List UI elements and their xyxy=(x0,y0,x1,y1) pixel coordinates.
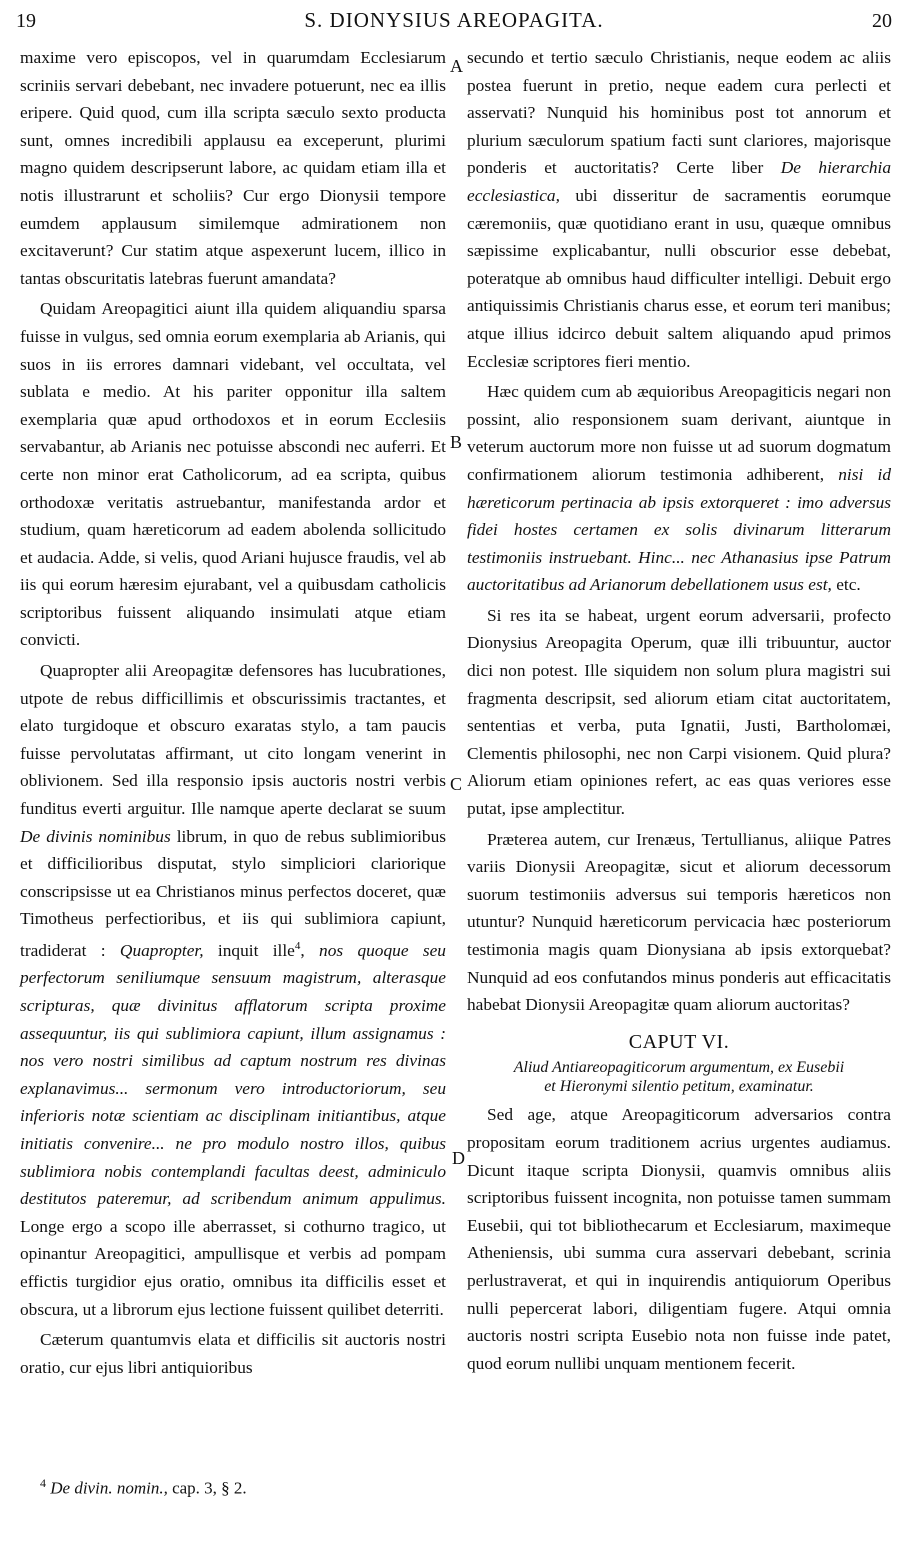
left-p3-text-a: Quapropter alii Areopagitæ defensores has lucubrationes, utpote de rebus difficillimis et obscurissimis tractantes, et elato turgidoque et obscuro exaratas stylo, a tam paucis fuisse pervolutatas affirmant, ut cito longam venerint in oblivionem. Sed illa responsio ipsis auctoris nostri verbis funditus everti arguitur. Ille namque aperte declarat se suum xyxy=(20,661,446,819)
right-p2-text-a: Hæc quidem cum ab æquioribus Areopagiticis negari non possint, alio responsionem suam derivant, aiuntque in veterum auctorum more non fuisse ut ad suorum dogmatum confirmationem aliorum testimonia adhiberent, xyxy=(467,382,891,484)
right-column xyxy=(467,44,891,1377)
footnote-work: De divin. nomin., xyxy=(50,1478,168,1498)
right-paragraph-5: Sed age, atque Areopagiticorum adversarios contra propositam eorum traditionem acrius urgentes audiamus. Dicunt itaque scripta Dionysii, quamvis omnibus aliis scriptoribus fuissent incognita, non potuisse tamen summam Eusebii, qui tot bibliothecarum et Ecclesiarum, maximeque Atheniensis, ubi summa cura asservari debebant, scrinia perlustraverat, et qui in inquirendis antiquiorum Operibus nulli pepercerat labori, diligentiam fugere. Atqui omnia auctoris nostri scripta Eusebio nota non fuisse inde patet, quod eorum nullibi unquam mentionem fecerit. xyxy=(467,1105,891,1373)
left-paragraph-1: maxime vero episcopos, vel in quarumdam Ecclesiarum scriniis servari debebant, nec invadere potuerunt, nec ea illis eripere. Quid quod, cum illa scripta sæculo sexto producta sunt, omnes incredibili applausu ea exceperunt, plurimi magno quidem descripserunt labore, ac quidam etiam illa et notis illustrarunt et scholiis? Cur ergo Dionysii tempore eumdem applausum similemque admirationem non excitaverunt? Cur statim atque aspexerunt lucem, illico in tantas obscuritatis latebras fuerunt amandata? xyxy=(20,48,446,288)
running-title: S. DIONYSIUS AREOPAGITA. xyxy=(304,8,604,32)
left-paragraph-3: Quapropter alii Areopagitæ defensores has lucubrationes, utpote de rebus difficillimis et obscurissimis tractantes, et elato turgidoque et obscuro exaratas stylo, a tam paucis fuisse pervolutatas affirmant, ut cito longam venerint in oblivionem. Sed illa responsio ipsis auctoris nostri verbis funditus everti arguitur. Ille namque aperte declarat se suum De divinis nominibus librum, in quo de rebus sublimioribus et difficilioribus disputat, stylo simpliciori clariorique conscripsisse ut ea Christianos minus perfectos doceret, quæ Timotheus perfectioribus, et iis qui sublimiora capiunt, tradiderat : Quapropter, inquit ille$^4$, nos quoque seu perfectorum seniliumque sensuum magistrum, alterasque scripturas, quæ divinitus afflatorum scripta proxime assequuntur, iis qui sublimiora capiunt, illum assignamus : nos vero nostri similibus ad captum nostrum res divinas explanavimus... sermonum vero introductoriorum, seu inferioris notæ scientiam ac disciplinam initiantibus, atque initiatis convenire... ne pro modulo nostro illos, quibus sublimiora nobis contemplandi facultas deest, adminiculo destitutos pateremur, ad scribendum animum appulimus. Longe ergo a scopo ille aberrasset, si cothurno tragico, ut opinantur Areopagitici, ampullisque et verbis ad pompam effictis turgidior ejus oratio, omnibus ita difficilis esset et obscura, ut a librorum ejus lectione fuissent quilibet deterriti. xyxy=(20,661,446,1319)
right-p2-text-b: etc. xyxy=(836,575,861,595)
footnote-reference: 4 xyxy=(294,940,301,952)
right-paragraph-4: Præterea autem, cur Irenæus, Tertullianus, aliique Patres variis Dionysii Areopagitæ, sicut et aliorum decessorum suorum testimoniis adversus sui temporis hæreticos non utuntur? Nunquid hæreticorum pervicacia hæc posteriorum testimonia magis quam Dionysiana ab ipsis extorquebat? Nunquid ad eos confutandos minus ponderis aut efficacitatis habebat Dionysii Areopagitæ quam aliorum auctoritas? xyxy=(467,829,891,1015)
footnote xyxy=(40,1476,247,1499)
dionysius-quotation: nos quoque seu perfectorum seniliumque sensuum magistrum, alterasque scripturas, quæ divinitus afflatorum scripta proxime assequuntur, iis qui sublimiora capiunt, illum assignamus : nos vero nostri similibus ad captum nostrum res divinas explanavimus... sermonum vero introductoriorum, seu inferioris notæ scientiam ac disciplinam initiantibus, atque initiatis convenire... ne pro modulo nostro illos, quibus sublimiora nobis contemplandi facultas deest, adminiculo destitutos pateremur, ad scribendum animum appulimus. xyxy=(20,940,446,1209)
margin-letter-b: B xyxy=(450,432,463,452)
right-p1-text-b: ubi disseritur de sacramentis eorumque cæremoniis, quæ quotidiano erant in usu, quæque omnibus sæpissime explicabantur, nulli obscurior esse debebat, poteratque ab omnibus haud difficulter intelligi. Debuit ergo antiquissimis Christianis charus esse, et eorum teri manibus; atque illius idcirco debuit saltem aliquando apud primos Ecclesiæ scriptores fieri mentio. xyxy=(467,185,892,371)
quoted-passage: nisi id hæreticorum pertinacia ab ipsis extorqueret : imo adversus fidei hostes certamen ex solis divinarum litterarum testimoniis instruebant. Hinc... nec Athanasius ipse Patrum auctoritatibus ad Arianorum debellationem usus est, xyxy=(467,464,891,595)
right-p1-text-a: secundo et tertio sæculo Christianis, neque eodem ac aliis postea fuerunt in pretio, neque eadem cura perlecti et asservati? Nunquid his hominibus post tot annorum et plurium sæculorum spatium facti sunt clariores, majorisque ponderis et auctoritatis? Certe liber xyxy=(467,48,891,178)
page-number-right: 20 xyxy=(872,10,892,32)
margin-letter-c: C xyxy=(450,774,463,794)
chapter-heading: CAPUT VI. xyxy=(628,1030,730,1053)
left-paragraph-2: Quidam Areopagitici aiunt illa quidem aliquandiu sparsa fuisse in vulgus, sed omnia eorum exemplaria ab Arianis, qui suos in iis errores damnari videbant, vel occultata, vel sublata e medio. At his pariter opponitur illa saltem exemplaria quæ apud orthodoxos et in eorum Ecclesiis servabantur, ab Arianis nec potuisse abscondi nec auferri. Et certe non minor erat Catholicorum, ad ea scripta, quibus orthodoxæ veritatis astruebantur, manifestanda ardor et studium, quam hæreticorum ad eadem abolenda sollicitudo et audacia. Adde, si velis, quod Ariani hujusce fraudis, vel ab iis qui eorum hæresim ejurabant, vel a quibusdam catholicis scriptoribus fuissent aliquando insimulati atque etiam convicti. xyxy=(20,299,446,650)
book-title-de-divinis-nominibus: De divinis nominibus xyxy=(20,826,171,846)
right-paragraph-3: Si res ita se habeat, urgent eorum adversarii, profecto Dionysius Areopagita Operum, quæ illi tribuuntur, auctor dici non potest. Ille siquidem non solum plura magistri sui fragmenta descripsit, sed aliorum etiam citat auctoritatem, sententias et verba, puta Ignatii, Justi, Bartholomæi, Clementis philosophi, nec non Carpi visionem. Quid plura? Aliorum etiam opiniones refert, ac eas quas veriores esse putat, ipse amplectitur. xyxy=(467,605,891,819)
quote-intro: Quapropter, xyxy=(119,940,204,960)
margin-letter-d: D xyxy=(452,1148,465,1168)
left-p3-text-b: librum, in quo de rebus sublimioribus et difficilioribus disputat, stylo simpliciori clariorique conscripsisse ut ea Christianos minus perfectos doceret, quæ Timotheus perfectioribus, et iis qui sublimiora capiunt, tradiderat : xyxy=(20,826,446,960)
footnote-marker: 4 xyxy=(40,1476,46,1490)
left-paragraph-4: Cæterum quantumvis elata et difficilis sit auctoris nostri oratio, cur ejus libri antiquioribus xyxy=(20,1330,446,1377)
right-paragraph-2 xyxy=(467,378,891,599)
chapter-subtitle-line-1: Aliud Antiareopagiticorum argumentum, ex Eusebii xyxy=(513,1059,845,1077)
footnote-locus: cap. 3, § 2. xyxy=(172,1478,247,1498)
right-paragraph-1 xyxy=(467,44,891,375)
page-header xyxy=(16,6,892,40)
book-title-de-hierarchia: De hierarchia ecclesiastica, xyxy=(467,158,892,205)
page-number-left: 19 xyxy=(16,10,36,32)
chapter-subtitle-line-2: et Hieronymi silentio petitum, examinatur. xyxy=(544,1078,814,1096)
chapter-subtitle xyxy=(467,1058,891,1096)
left-p3-text-c: Longe ergo a scopo ille aberrasset, si cothurno tragico, ut opinantur Areopagitici, ampullisque et verbis ad pompam effictis turgidior ejus oratio, omnibus ita difficilis esset et obscura, ut a librorum ejus lectione fuissent quilibet deterriti. xyxy=(20,1216,446,1319)
left-column xyxy=(20,44,446,1381)
inquit-ille: inquit ille xyxy=(217,940,295,960)
margin-letter-a: A xyxy=(450,56,463,76)
